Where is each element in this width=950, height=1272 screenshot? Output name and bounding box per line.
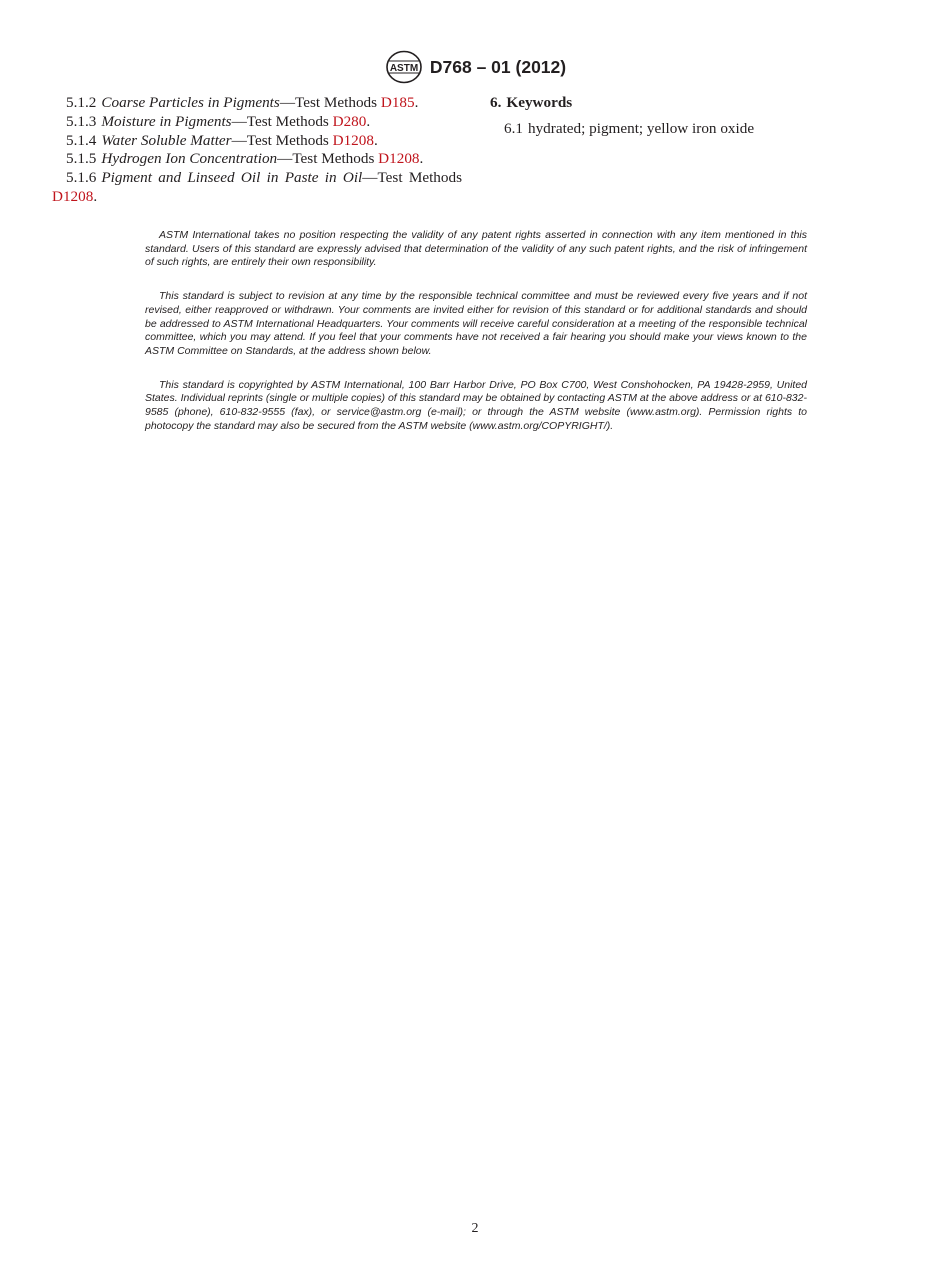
page-number: 2 (471, 1221, 479, 1236)
list-item (52, 150, 462, 169)
list-item (52, 113, 462, 132)
item-number: 5.1.3 (66, 112, 97, 130)
item-title: Moisture in Pigments (101, 112, 232, 130)
keywords-number: 6.1 (504, 119, 523, 137)
item-number: 5.1.5 (66, 150, 97, 168)
keywords-paragraph (490, 120, 900, 139)
document-designation: D768 – 01 (2012) (429, 56, 567, 77)
legal-notices (145, 229, 807, 453)
reference-link[interactable]: D185 (380, 94, 415, 111)
reference-link[interactable]: D1208 (332, 131, 374, 149)
item-end: . (414, 94, 419, 111)
document-header (0, 50, 950, 84)
reference-link[interactable]: D1208 (378, 150, 420, 168)
patent-notice: ASTM International takes no position respecting the validity of any patent rights asserted in connection with any item mentioned in this standard. Users of this standard are expressly advised that determination of the validity of any such patent rights, and the risk of infringement of such rights, are entirely their own responsibility. (145, 229, 807, 269)
section-title: Keywords (506, 94, 573, 111)
section-heading (490, 94, 900, 113)
item-text: —Test Methods (231, 131, 333, 149)
astm-logo-icon (384, 50, 424, 84)
item-text: —Test Methods (362, 169, 462, 187)
item-title: Coarse Particles in Pigments (101, 94, 280, 111)
item-end: . (93, 187, 98, 205)
item-title: Water Soluble Matter (101, 131, 232, 149)
item-number: 5.1.4 (66, 131, 97, 149)
list-item (52, 132, 462, 151)
section-number: 6. (490, 94, 502, 111)
item-end: . (373, 131, 378, 149)
reference-link[interactable]: D280 (332, 112, 367, 130)
item-title: Hydrogen Ion Concentration (101, 150, 278, 168)
keywords-text: hydrated; pigment; yellow iron oxide (527, 119, 755, 137)
list-item (52, 169, 462, 207)
revision-notice: This standard is subject to revision at any time by the responsible technical committee and must be reviewed every five years and if not revised, either reapproved or withdrawn. Your comments are invited either for revision of this standard or for additional standards and should be addressed to ASTM International Headquarters. Your comments will receive careful consideration at a meeting of the responsible technical committee, which you may attend. If you feel that your comments have not received a fair hearing you should make your views known to the ASTM Committee on Standards, at the address shown below. (145, 290, 807, 357)
item-text: —Test Methods (279, 94, 381, 111)
item-end: . (366, 112, 371, 130)
right-column (490, 94, 900, 139)
item-number: 5.1.2 (66, 94, 97, 111)
list-item (52, 94, 462, 113)
reference-link[interactable]: D1208 (52, 187, 94, 205)
item-text: —Test Methods (231, 112, 333, 130)
copyright-notice: This standard is copyrighted by ASTM International, 100 Barr Harbor Drive, PO Box C700, West Conshohocken, PA 19428-2959, United States. Individual reprints (single or multiple copies) of this standard may be obtained by contacting ASTM at the above address or at 610-832-9585 (phone), 610-832-9555 (fax), or service@astm.org (e-mail); or through the ASTM website (www.astm.org). Permission rights to photocopy the standard may also be secured from the ASTM website (www.astm.org/COPYRIGHT/). (145, 378, 807, 432)
item-end: . (419, 150, 424, 168)
left-column (52, 94, 462, 207)
item-text: —Test Methods (277, 150, 379, 168)
astm-logo-text: ASTM (389, 63, 419, 74)
item-title: Pigment and Linseed Oil in Paste in Oil (101, 169, 363, 187)
item-number: 5.1.6 (66, 169, 97, 187)
